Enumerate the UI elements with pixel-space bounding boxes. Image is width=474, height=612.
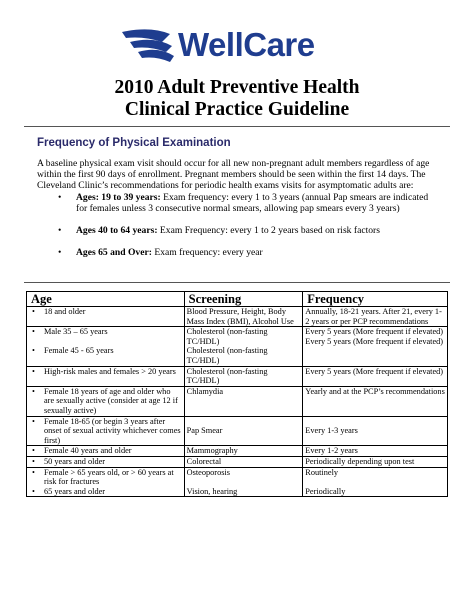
page-title-line-1: 2010 Adult Preventive Health [114, 77, 360, 98]
header-frequency: Frequency [303, 292, 448, 307]
age-cell: • 50 years and older [29, 457, 182, 467]
screening-cell: Cholesterol (non-fasting TC/HDL) [186, 346, 268, 365]
section-heading: Frequency of Physical Examination [37, 137, 231, 149]
table-row [27, 366, 448, 386]
screening-cell: Mammography [186, 446, 238, 456]
logo-wordmark: WellCare [178, 26, 315, 63]
table-row [27, 327, 448, 366]
age-cell: • Female 18-65 (or begin 3 years after onset of sexual activity whichever comes first) [29, 417, 182, 446]
screening-cell: Chlamydia [186, 386, 224, 396]
screening-cell: Osteoporosis [186, 467, 230, 477]
frequency-cell: Every 5 years (More frequent if elevated) [305, 327, 444, 337]
page-title-line-2: Clinical Practice Guideline [124, 99, 350, 120]
bullet-item: • Ages 40 to 64 years: Exam Frequency: every 1 to 2 years based on risk factors [58, 225, 440, 236]
frequency-cell: Every 5 years (More frequent if elevated) [305, 366, 444, 376]
screening-cell: Pap Smear [186, 426, 223, 436]
age-bullet-list [58, 192, 440, 269]
top-divider [24, 126, 450, 127]
table-row [27, 416, 448, 446]
screening-table [26, 291, 448, 497]
age-cell: • 18 and older [29, 307, 182, 317]
age-cell: • Female 40 years and older [29, 446, 182, 456]
screening-cell: Vision, hearing [186, 486, 238, 496]
frequency-cell: Periodically depending upon test [305, 456, 415, 466]
table-row [27, 386, 448, 416]
table-header-row [27, 292, 448, 307]
age-cell: • Female 45 - 65 years [29, 346, 182, 356]
age-cell: • Male 35 – 65 years [29, 327, 182, 337]
age-cell: • Female > 65 years old, or > 60 years at risk for fractures [29, 468, 182, 487]
intro-paragraph: A baseline physical exam visit should occur for all new non-pregnant adult members regardless of age within the first 90 days of enrollment. Pregnant members should be seen within the first 14 days. The Cleveland Clinic’s recommendations for periodic health exams visits for asymptomatic adults are: [37, 158, 430, 191]
screening-cell: Colorectal [186, 456, 222, 466]
header-age: Age [27, 292, 185, 307]
table-row [27, 456, 448, 467]
bullet-item: • Ages: 19 to 39 years: Exam frequency: every 1 to 3 years (annual Pap smears are indicated for females unless 3 consecutive normal smears, allowing pap smears every 3 years) [58, 192, 440, 214]
header-screening: Screening [184, 292, 303, 307]
bullet-item: • Ages 65 and Over: Exam frequency: every year [58, 247, 440, 258]
screening-cell: Cholesterol (non-fasting TC/HDL) [186, 366, 268, 386]
age-cell: • Female 18 years of age and older who are sexually active (consider at age 12 if sexually active) [29, 387, 182, 416]
screening-cell: Cholesterol (non-fasting TC/HDL) [186, 327, 268, 346]
frequency-cell: Yearly and at the PCP’s recommendations [305, 386, 445, 396]
bottom-divider [24, 282, 450, 283]
frequency-cell: Routinely [305, 467, 339, 477]
frequency-cell: Annually, 18-21 years. After 21, every 1-2 years or per PCP recommendations [305, 307, 442, 326]
frequency-cell: Every 1-2 years [305, 446, 358, 456]
screening-cell: Blood Pressure, Height, Body Mass Index (BMI), Alcohol Use [186, 307, 294, 326]
age-cell: • 65 years and older [29, 487, 182, 497]
age-cell: • High-risk males and females > 20 years [29, 367, 182, 377]
frequency-cell: Every 5 years (More frequent if elevated) [305, 336, 444, 346]
frequency-cell: Periodically [305, 486, 346, 496]
table-row [27, 446, 448, 457]
table-row [27, 307, 448, 327]
frequency-cell: Every 1-3 years [305, 426, 358, 436]
table-row [27, 467, 448, 497]
